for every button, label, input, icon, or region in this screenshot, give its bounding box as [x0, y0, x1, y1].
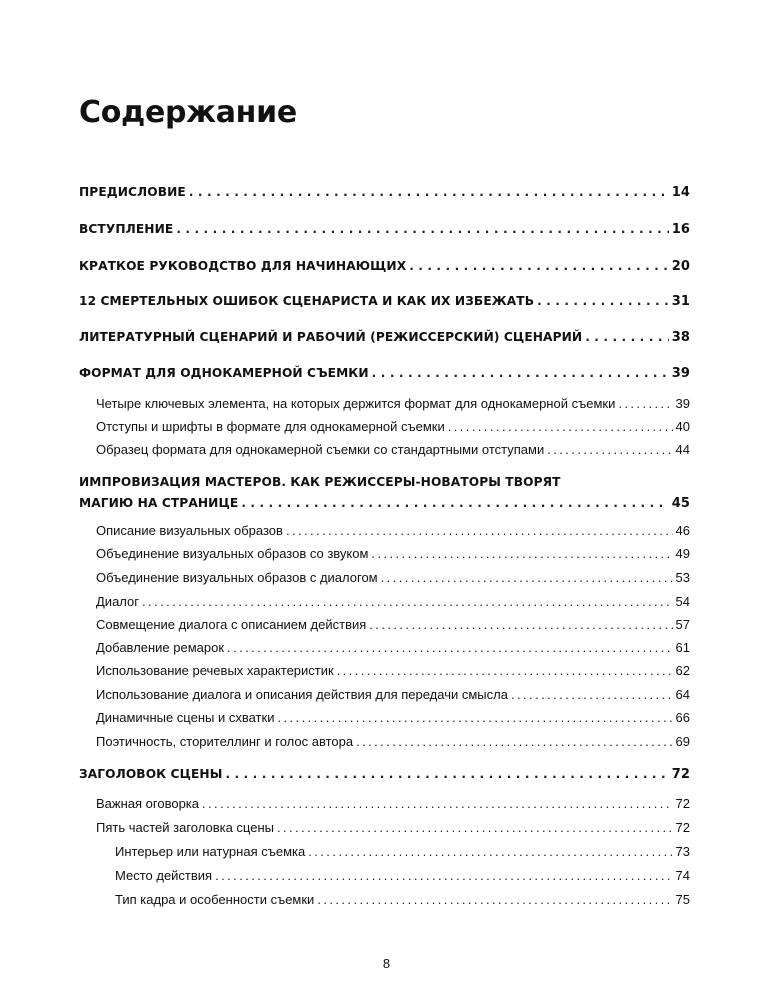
toc-entry-label: ЛИТЕРАТУРНЫЙ СЦЕНАРИЙ И РАБОЧИЙ (РЕЖИССЕРСКИЙ) СЦЕНАРИЙ [79, 330, 583, 344]
toc-entry-page: 74 [675, 868, 690, 883]
toc-entry[interactable] [115, 844, 690, 859]
toc-entry-label: ПРЕДИСЛОВИЕ [79, 185, 186, 199]
toc-entry[interactable] [96, 594, 690, 609]
dot-leader [142, 594, 673, 609]
dot-leader [537, 294, 669, 308]
toc-entry-label: Добавление ремарок [96, 640, 225, 655]
toc-entry-page: 66 [675, 710, 690, 725]
toc-entry-page: 20 [671, 259, 690, 274]
toc-entry[interactable] [96, 570, 690, 585]
toc-entry[interactable] [96, 419, 690, 434]
toc-entry[interactable] [96, 687, 690, 702]
dot-leader [409, 259, 668, 273]
toc-entry-page: 39 [671, 366, 690, 381]
toc-entry-page: 73 [675, 844, 690, 859]
toc-entry-label: Четыре ключевых элемента, на которых держится формат для однокамерной съемки [96, 396, 616, 411]
toc-entry-page: 39 [675, 396, 690, 411]
dot-leader [202, 796, 673, 811]
toc-entry-page: 72 [675, 796, 690, 811]
toc-entry[interactable] [79, 259, 690, 274]
toc-entry-page: 14 [671, 185, 690, 200]
toc-entry[interactable] [96, 442, 690, 457]
toc-entry-label-line2: МАГИЮ НА СТРАНИЦЕ [79, 496, 239, 510]
dot-leader [189, 185, 669, 199]
toc-entry-label: Интерьер или натурная съемка [115, 844, 306, 859]
toc-entry-page: 75 [675, 892, 690, 907]
dot-leader [277, 820, 673, 835]
dot-leader [511, 687, 673, 702]
dot-leader [369, 617, 672, 632]
dot-leader [337, 663, 673, 678]
toc-entry[interactable] [79, 185, 690, 200]
toc-entry-page: 49 [675, 546, 690, 561]
toc-entry-label: 12 СМЕРТЕЛЬНЫХ ОШИБОК СЦЕНАРИСТА И КАК ИХ ИЗБЕЖАТЬ [79, 294, 535, 308]
toc-entry-label: Поэтичность, сторителлинг и голос автора [96, 734, 354, 749]
toc-entry-page: 62 [675, 663, 690, 678]
dot-leader [585, 330, 668, 344]
toc-entry-multiline[interactable] [79, 475, 679, 489]
page-title: Содержание [79, 95, 297, 130]
toc-entry-label: Важная оговорка [96, 796, 199, 811]
dot-leader [227, 640, 672, 655]
toc-entry[interactable] [96, 710, 690, 725]
dot-leader [241, 496, 668, 510]
dot-leader [215, 868, 672, 883]
toc-entry-page: 40 [675, 419, 690, 434]
toc-entry[interactable] [79, 330, 690, 345]
toc-entry-label: Отступы и шрифты в формате для однокамерной съемки [96, 419, 445, 434]
dot-leader [286, 523, 673, 538]
toc-entry[interactable] [96, 734, 690, 749]
toc-entry-page: 72 [675, 820, 690, 835]
toc-entry[interactable] [96, 640, 690, 655]
toc-entry-label: Совмещение диалога с описанием действия [96, 617, 367, 632]
toc-entry[interactable] [96, 546, 690, 561]
toc-entry-page: 16 [671, 222, 690, 237]
dot-leader [277, 710, 672, 725]
toc-entry-page: 53 [675, 570, 690, 585]
toc-entry-label: Объединение визуальных образов со звуком [96, 546, 369, 561]
toc-entry-page: 45 [671, 496, 690, 511]
toc-entry-label: Использование диалога и описания действия для передачи смысла [96, 687, 508, 702]
dot-leader [371, 546, 672, 561]
toc-entry-label: Место действия [115, 868, 213, 883]
toc-entry-label: Описание визуальных образов [96, 523, 283, 538]
dot-leader [317, 892, 672, 907]
dot-leader [308, 844, 672, 859]
toc-entry[interactable] [96, 617, 690, 632]
toc-entry-page: 31 [671, 294, 690, 309]
toc-entry[interactable] [79, 222, 690, 237]
toc-entry[interactable] [79, 767, 690, 782]
dot-leader [618, 396, 672, 411]
toc-entry[interactable] [96, 523, 690, 538]
toc-entry[interactable] [96, 663, 690, 678]
toc-entry-label: Динамичные сцены и схватки [96, 710, 275, 725]
dot-leader [372, 366, 669, 380]
toc-entry-label: ФОРМАТ ДЛЯ ОДНОКАМЕРНОЙ СЪЕМКИ [79, 366, 369, 380]
dot-leader [176, 222, 668, 236]
toc-entry-page: 69 [675, 734, 690, 749]
toc-entry-page: 64 [675, 687, 690, 702]
toc-entry[interactable] [79, 496, 690, 511]
toc-entry[interactable] [79, 294, 690, 309]
toc-entry-label: Использование речевых характеристик [96, 663, 334, 678]
toc-entry-label: Диалог [96, 594, 139, 609]
toc-entry-label: ВСТУПЛЕНИЕ [79, 222, 174, 236]
toc-entry-page: 61 [675, 640, 690, 655]
toc-entry-page: 38 [671, 330, 690, 345]
dot-leader [547, 442, 672, 457]
toc-entry[interactable] [115, 892, 690, 907]
toc-entry-label: Объединение визуальных образов с диалогом [96, 570, 378, 585]
toc-entry[interactable] [96, 796, 690, 811]
dot-leader [381, 570, 673, 585]
toc-entry-page: 54 [675, 594, 690, 609]
toc-entry-label: Тип кадра и особенности съемки [115, 892, 315, 907]
toc-entry[interactable] [96, 396, 690, 411]
toc-entry-page: 44 [675, 442, 690, 457]
toc-entry-label: Образец формата для однокамерной съемки со стандартными отступами [96, 442, 545, 457]
toc-entry-label-line1: ИМПРОВИЗАЦИЯ МАСТЕРОВ. КАК РЕЖИССЕРЫ-НОВАТОРЫ ТВОРЯТ [79, 475, 561, 489]
toc-entry-label: ЗАГОЛОВОК СЦЕНЫ [79, 767, 223, 781]
page-number: 8 [382, 956, 391, 971]
dot-leader [356, 734, 672, 749]
toc-entry-page: 46 [675, 523, 690, 538]
toc-entry-label: Пять частей заголовка сцены [96, 820, 274, 835]
toc-entry-label: КРАТКОЕ РУКОВОДСТВО ДЛЯ НАЧИНАЮЩИХ [79, 259, 407, 273]
dot-leader [448, 419, 673, 434]
dot-leader [225, 767, 668, 781]
toc-entry-page: 57 [675, 617, 690, 632]
toc-entry[interactable] [79, 366, 690, 381]
toc-entry[interactable] [115, 868, 690, 883]
toc-entry[interactable] [96, 820, 690, 835]
toc-entry-page: 72 [671, 767, 690, 782]
